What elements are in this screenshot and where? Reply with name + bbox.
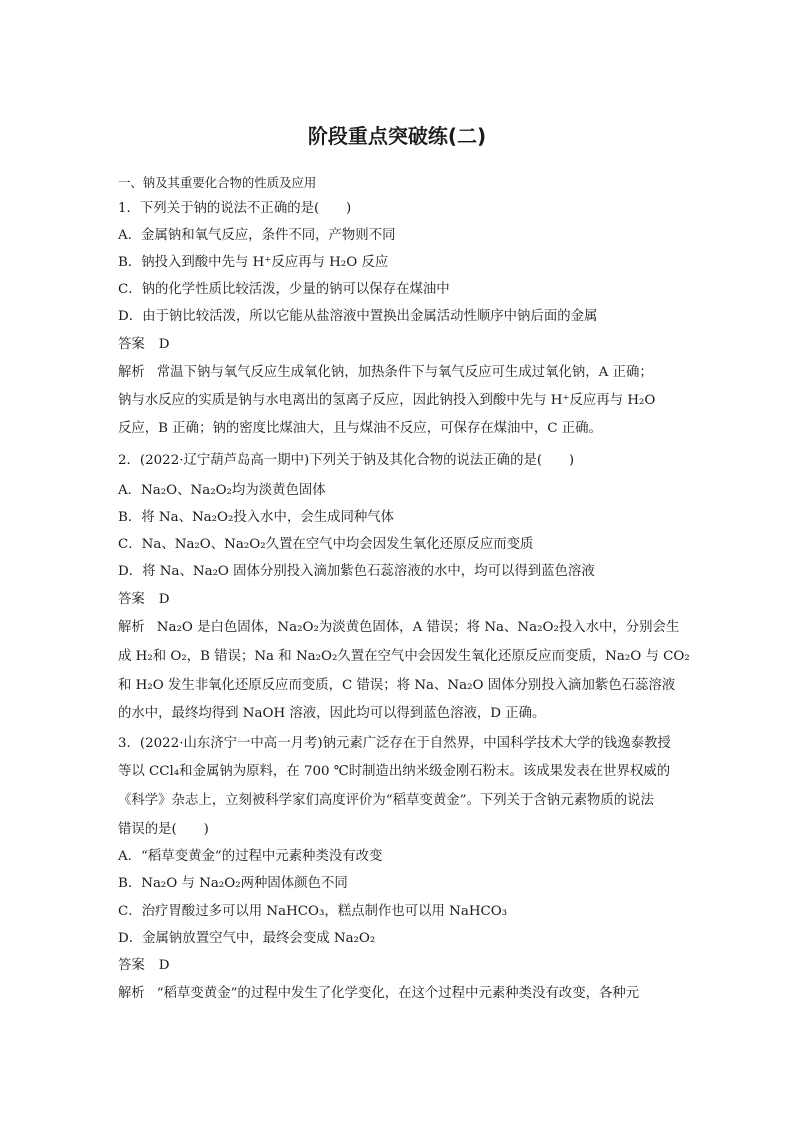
- answer-label: 答案: [118, 958, 145, 973]
- q2-explanation-4: 的水中，最终均得到 NaOH 溶液，因此均可以得到蓝色溶液，D 正确。: [118, 706, 546, 721]
- q2-explanation-2: 成 H₂和 O₂，B 错误；Na 和 Na₂O₂久置在空气中会因发生氧化还原反应而变质，Na₂O 与 CO₂: [118, 649, 690, 664]
- q2-answer-value: D: [158, 592, 170, 607]
- q3-stem-1: 3．(2022·山东济宁一中高一月考)钠元素广泛存在于自然界，中国科学技术大学的钱逸泰教授: [118, 736, 671, 751]
- explain-label: 解析: [118, 986, 145, 1001]
- q3-stem-4: 错误的是( ): [118, 822, 209, 837]
- q1-answer: [118, 336, 683, 354]
- q2-option-b: B．将 Na、Na₂O₂投入水中，会生成同种气体: [118, 510, 395, 525]
- q3-stem-3: 《科学》杂志上，立刻被科学家们高度评价为“稻草变黄金”。下列关于含钠元素物质的说法: [118, 793, 654, 808]
- explain-label: 解析: [118, 365, 145, 380]
- q3-option-c: C．治疗胃酸过多可以用 NaHCO₃，糕点制作也可以用 NaHCO₃: [118, 904, 508, 919]
- q1-answer-value: D: [158, 337, 170, 352]
- q1-explanation-2: 钠与水反应的实质是钠与水电离出的氢离子反应，因此钠投入到酸中先与 H⁺反应再与 H₂O: [118, 393, 656, 408]
- q2-explanation-3: 和 H₂O 发生非氧化还原反应而变质，C 错误；将 Na、Na₂O 固体分别投入滴加紫色石蕊溶液: [118, 678, 676, 693]
- q3-option-b: B．Na₂O 与 Na₂O₂两种固体颜色不同: [118, 876, 348, 891]
- q3-answer: [118, 957, 683, 975]
- q1-exp-text-1: 常温下钠与氧气反应生成氧化钠，加热条件下与氧气反应可生成过氧化钠，A 正确；: [156, 365, 653, 380]
- q1-option-d: D．由于钠比较活泼，所以它能从盐溶液中置换出金属活动性顺序中钠后面的金属: [118, 309, 598, 324]
- q1-option-b: B．钠投入到酸中先与 H⁺反应再与 H₂O 反应: [118, 255, 389, 270]
- q3-exp-text-1: “稻草变黄金”的过程中发生了化学变化，在这个过程中元素种类没有改变，各种元: [156, 986, 640, 1001]
- q1-option-a: A．金属钠和氧气反应，条件不同，产物则不同: [118, 228, 396, 243]
- q2-stem: 2．(2022·辽宁葫芦岛高一期中)下列关于钠及其化合物的说法正确的是( ): [118, 453, 575, 468]
- q2-exp-text-1: Na₂O 是白色固体，Na₂O₂为淡黄色固体，A 错误；将 Na、Na₂O₂投入水中，分别会生: [156, 620, 680, 635]
- q3-explanation-1: [118, 985, 683, 1003]
- answer-label: 答案: [118, 337, 145, 352]
- q2-option-c: C．Na、Na₂O、Na₂O₂久置在空气中均会因发生氧化还原反应而变质: [118, 537, 534, 552]
- q1-stem: 1．下列关于钠的说法不正确的是( ): [118, 201, 352, 216]
- page-title: 阶段重点突破练(二): [307, 124, 487, 148]
- section-heading: 一、钠及其重要化合物的性质及应用: [118, 175, 317, 190]
- q3-answer-value: D: [158, 958, 170, 973]
- q2-explanation-1: [118, 619, 683, 637]
- q2-option-a: A．Na₂O、Na₂O₂均为淡黄色固体: [118, 483, 326, 498]
- explain-label: 解析: [118, 620, 145, 635]
- q1-option-c: C．钠的化学性质比较活泼，少量的钠可以保存在煤油中: [118, 282, 450, 297]
- q2-option-d: D．将 Na、Na₂O 固体分别投入滴加紫色石蕊溶液的水中，均可以得到蓝色溶液: [118, 564, 595, 579]
- q1-explanation-1: [118, 364, 683, 382]
- q2-answer: [118, 591, 683, 609]
- q3-option-a: A．“稻草变黄金”的过程中元素种类没有改变: [118, 849, 383, 864]
- answer-label: 答案: [118, 592, 145, 607]
- q3-stem-2: 等以 CCl₄和金属钠为原料，在 700 ℃时制造出纳米级金刚石粉末。该成果发表在世界权威的: [118, 764, 671, 779]
- q3-option-d: D．金属钠放置空气中，最终会变成 Na₂O₂: [118, 931, 376, 946]
- q1-explanation-3: 反应，B 正确；钠的密度比煤油大，且与煤油不反应，可保存在煤油中，C 正确。: [118, 421, 602, 436]
